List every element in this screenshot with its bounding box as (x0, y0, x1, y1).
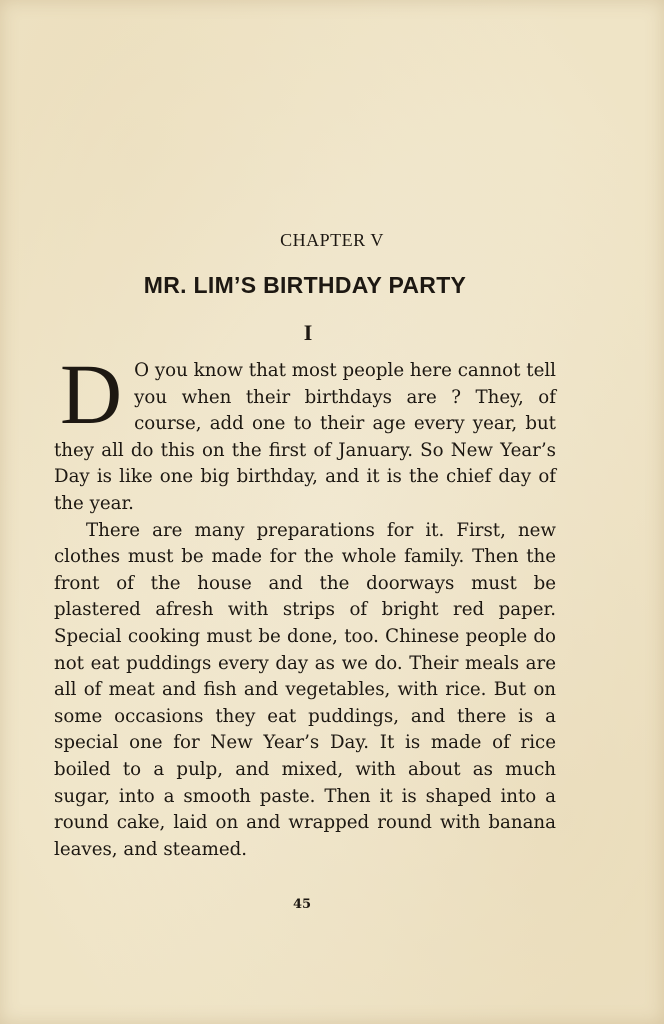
page-number: 45 (292, 897, 312, 912)
drop-cap: D (60, 346, 123, 442)
paragraph-2: There are many preparations for it. First, new clothes must be made for the whole family. Then the front of the house and the doorways must be plastered afresh with strips of bright red paper. Special cooking must be done, too. Chinese people do not eat puddings every day as we do. Their meals are all of meat and fish and vegetables, with rice. But on some occasions they eat puddings, and there is a special one for New Year’s Day. It is made of rice boiled to a pulp, and mixed, with about as much sugar, into a smooth paste. Then it is shaped into a round cake, laid on and wrapped round with banana leaves, and steamed. (54, 519, 556, 860)
chapter-label: CHAPTER V (280, 230, 384, 250)
chapter-title: MR. LIM’S BIRTHDAY PARTY (143, 272, 467, 298)
section-number: I (303, 320, 313, 345)
body-text (54, 346, 556, 863)
paragraph-1-text: O you know that most people here cannot tell you when their birthdays are ? They, of course, add one to their age every year, but they all do this on the first of January. So New Year’s Day is like one big birthday, and it is the chief day of the year. (54, 360, 556, 514)
paragraph-1 (54, 346, 556, 518)
